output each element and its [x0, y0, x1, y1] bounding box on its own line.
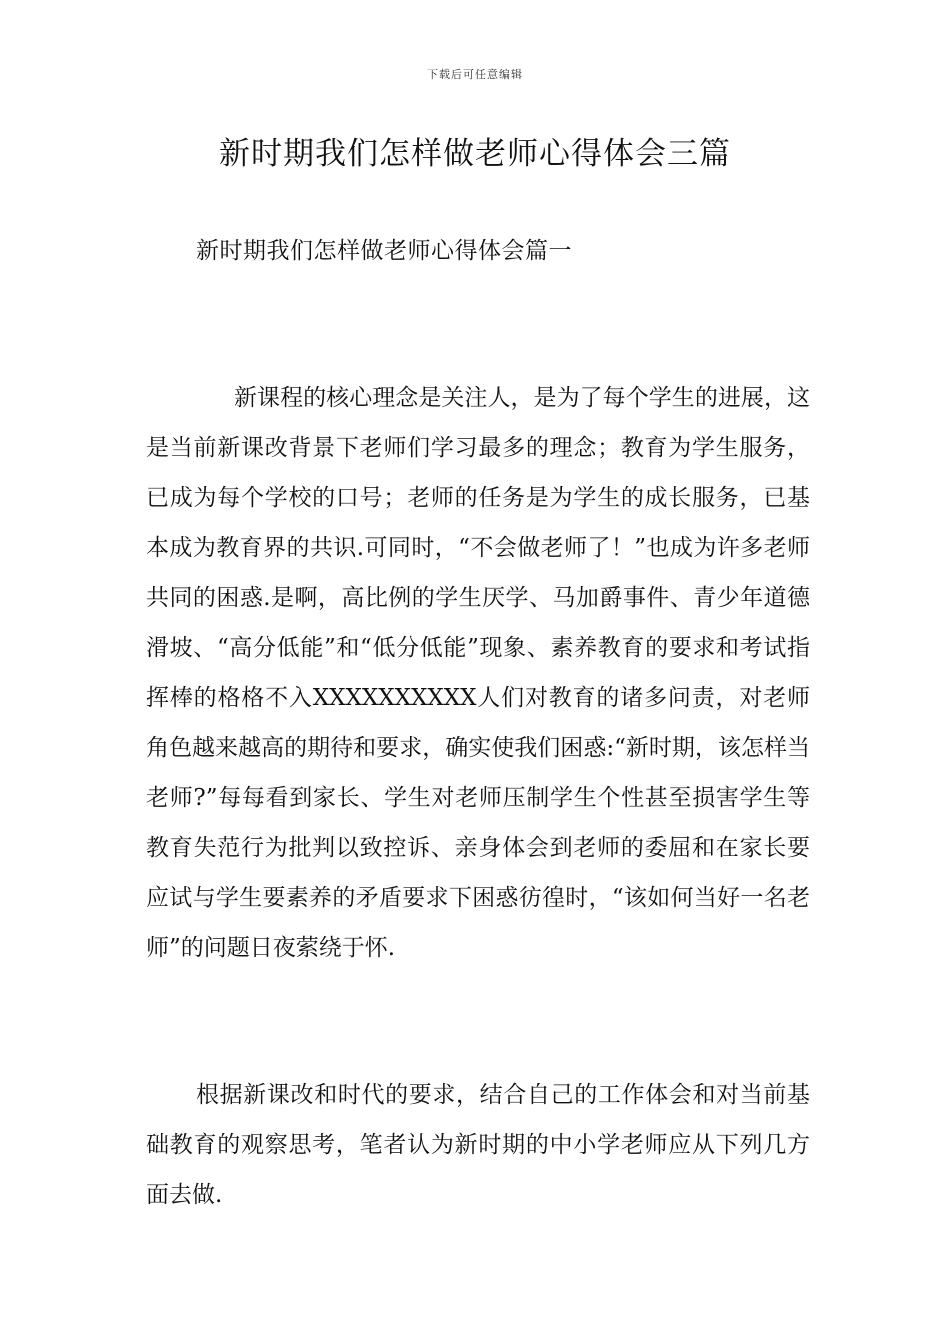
header-note: 下载后可任意编辑	[427, 68, 523, 81]
section-title: 新时期我们怎样做老师心得体会篇一	[196, 238, 572, 264]
body-paragraph-2: 根据新课改和时代的要求，结合自己的工作体会和对当前基础教育的观察思考，笔者认为新时期的中小学老师应从下列几方面去做.	[146, 1082, 810, 1208]
body-paragraph-1: 新课程的核心理念是关注人，是为了每个学生的进展，这是当前新课改背景下老师们学习最多的理念；教育为学生服务，已成为每个学校的口号；老师的任务是为学生的成长服务，已基本成为教育界的共识.可同时，“不会做老师了！”也成为许多老师共同的困惑.是啊，高比例的学生厌学、马加爵事件、青少年道德滑坡、“高分低能”和“低分低能”现象、素养教育的要求和考试指挥棒的格格不入XXXXXXXXXX人们对教育的诸多问责，对老师角色越来越高的期待和要求，确实使我们困惑:“新时期，该怎样当老师?”每每看到家长、学生对老师压制学生个性甚至损害学生等教育失范行为批判以致控诉、亲身体会到老师的委屈和在家长要应试与学生要素养的矛盾要求下困惑彷徨时，“该如何当好一名老师”的问题日夜萦绕于怀.	[146, 385, 810, 961]
document-title: 新时期我们怎样做老师心得体会三篇	[219, 136, 731, 172]
